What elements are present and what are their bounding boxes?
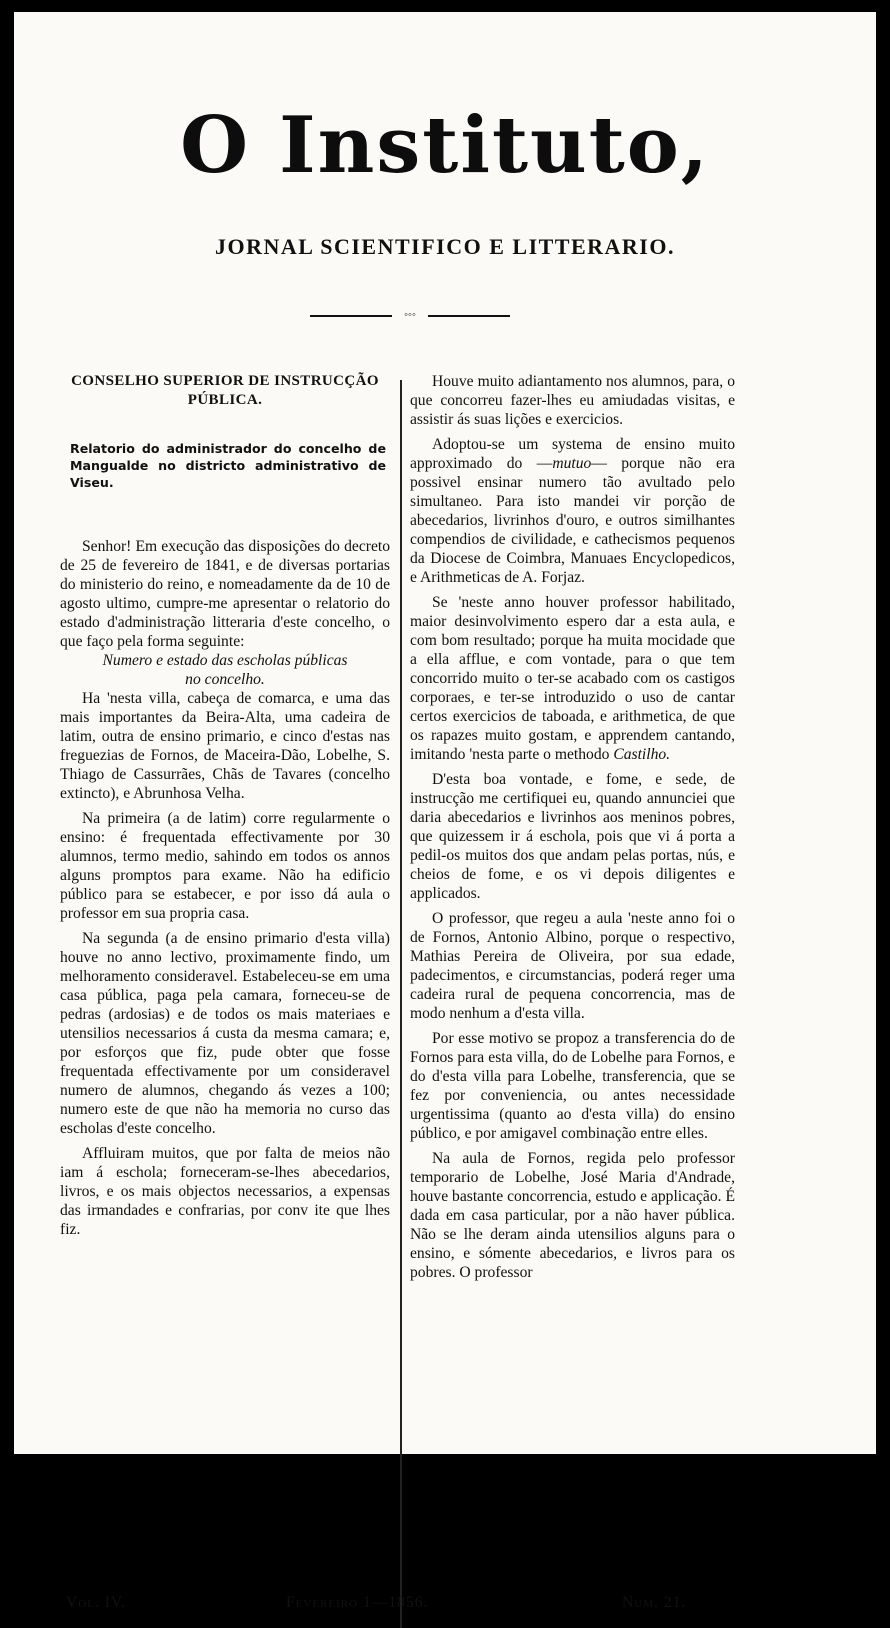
ornament-line-left [310,315,392,317]
paragraph [410,593,735,764]
report-title: Relatorio do administrador do concelho de Mangualde no districto administrativo de Viseu. [70,441,386,490]
paragraph: Na segunda (a de ensino primario d'esta villa) houve no anno lectivo, proximamente findo, um melhoramento consideravel. Estabeleceu-se em uma casa pública, paga pela camara, forneceu-se de pedras (ardosias) e de todos os mais materiaes e utensilios necessarios á custa da mesma camara; e, por esforços que fiz, pude obter que fosse frequentada effectivamente por um consideravel numero de alumnos, chegando ás vezes a 100; numero este de que não ha memoria no curso das escholas d'este concelho. [60,930,390,1137]
paragraph: O professor, que regeu a aula 'neste anno foi o de Fornos, Antonio Albino, porque o respectivo, Mathias Pereira de Oliveira, por sua edade, padecimentos, e circumstancias, poderá reger uma cadeira rural de pequena concorrencia, mas de modo nenhum a d'esta villa. [410,910,735,1022]
paragraph: Na primeira (a de latim) corre regularmente o ensino: é frequentada effectivamente por 30 alumnos, termo medio, sahindo em todos os annos alguns promptos para exame. Não ha edificio público para se estabecer, e por isso dá aula o professor em sua propria casa. [60,810,390,922]
ornament-divider [310,309,510,321]
text-run: — porque não era possivel ensinar numero tão avultado pelo simultaneo. Para isto mandei vir porção de abecedarios, livrinhos d'ouro, e outros similhantes compendios de civilidade, e cathecismos pequenos da Diocese de Coimbra, Manuaes Encyclopedicos, e Arithmeticas de A. Forjaz. [410,455,735,586]
text-run: Se 'neste anno houver professor habilitado, maior desinvolvimento espero dar a esta aula, e com bom resultado; porque ha muita mocidade que a ella afflue, e com vontade, para o que tem concorrido muito o ter-se acabado com os castigos corporaes, e ter-se introduzido o uso de cantar certos exercicios de taboada, e arithmetica, de que os rapazes muito gostam, e apprendem cantando, imitando 'nesta parte o methodo [410,594,735,763]
newspaper-page [14,12,876,1611]
paragraph: Affluiram muitos, que por falta de meios não iam á eschola; forneceram-se-lhes abecedarios, livros, e os mais objectos necessarios, a expensas das irmandades e confrarias, por conv ite que lhes fiz. [60,1145,390,1238]
paragraph: Ha 'nesta villa, cabeça de comarca, e uma das mais importantes da Beira-Alta, uma cadeira de latim, outra de ensino primario, e cinco d'estas nas freguezias de Fornos, de Maceira-Dão, Lobelhe, S. Thiago de Cassurrães, Chãs de Tavares (concelho extincto), e Abrunhosa Velha. [60,690,390,802]
italic-heading-line-2: no concelho. [185,671,265,688]
section-heading: CONSELHO SUPERIOR DE INSTRUCÇÃO PÚBLICA. [71,373,379,408]
column-rule [400,380,402,1628]
paragraph: Por esse motivo se propoz a transferencia do de Fornos para esta villa, do de Lobelhe para Fornos, e do d'esta villa para Lobelhe, transferencia, que se fez por conveniencia, ou antes necessidade urgentissima (quanto ao d'esta villa) do ensino público, e por amigavel combinação entre elles. [410,1030,735,1142]
intro-paragraph: Senhor! Em execução das disposições do decreto de 25 de fevereiro de 1841, e de diversas portarias do ministerio do reino, e nomeadamente da de 10 de agosto ultimo, cumpre-me apresentar o relatorio do estado d'administração litteraria d'este concelho, o que faço pela forma seguinte: [60,538,390,650]
italic-section-heading [60,651,390,689]
left-column [60,372,390,1239]
paragraph [410,435,735,587]
text-run: Adoptou-se um systema de ensino muito approximado do — [410,436,735,472]
emphasis-castilho: Castilho. [613,746,671,763]
paragraph: D'esta boa vontade, e fome, e sede, de instrucção me certifiquei eu, quando annunciei que daria abecedarios e livrinhos aos meninos pobres, que quizessem ir á eschola, pois que vi á porta a pedil-os muitos dos que andam pelas portas, nús, e cheios de fome, e os vi depois diligentes e applicados. [410,771,735,902]
paragraph: Houve muito adiantamento nos alumnos, para, o que concorreu fazer-lhes eu amiudadas visitas, e assistir ás suas lições e exercicios. [410,373,735,428]
footer-number: Num. 21. [622,1594,687,1611]
paragraph: Na aula de Fornos, regida pelo professor temporario de Lobelhe, José Maria d'Andrade, houve bastante concorrencia, estudo e applicação. É dada em casa particular, por a não haver pública. Não se lhe deram ainda utensilios alguns para o ensino, e sómente abecedarios, e livros para os pobres. O professor [410,1150,735,1281]
emphasis-mutuo: mutuo [552,455,592,472]
footer-date: Fevereiro 1—1856. [286,1594,429,1611]
ornament-knot: ◦◦◦ [404,309,416,321]
right-column [410,372,735,1282]
italic-heading-line-1: Numero e estado das escholas públicas [102,652,348,669]
footer-volume: Vol. IV. [66,1594,127,1611]
masthead-subtitle: JORNAL SCIENTIFICO E LITTERARIO. [215,234,675,259]
masthead-title: O Instituto, [180,100,710,191]
ornament-line-right [428,315,510,317]
